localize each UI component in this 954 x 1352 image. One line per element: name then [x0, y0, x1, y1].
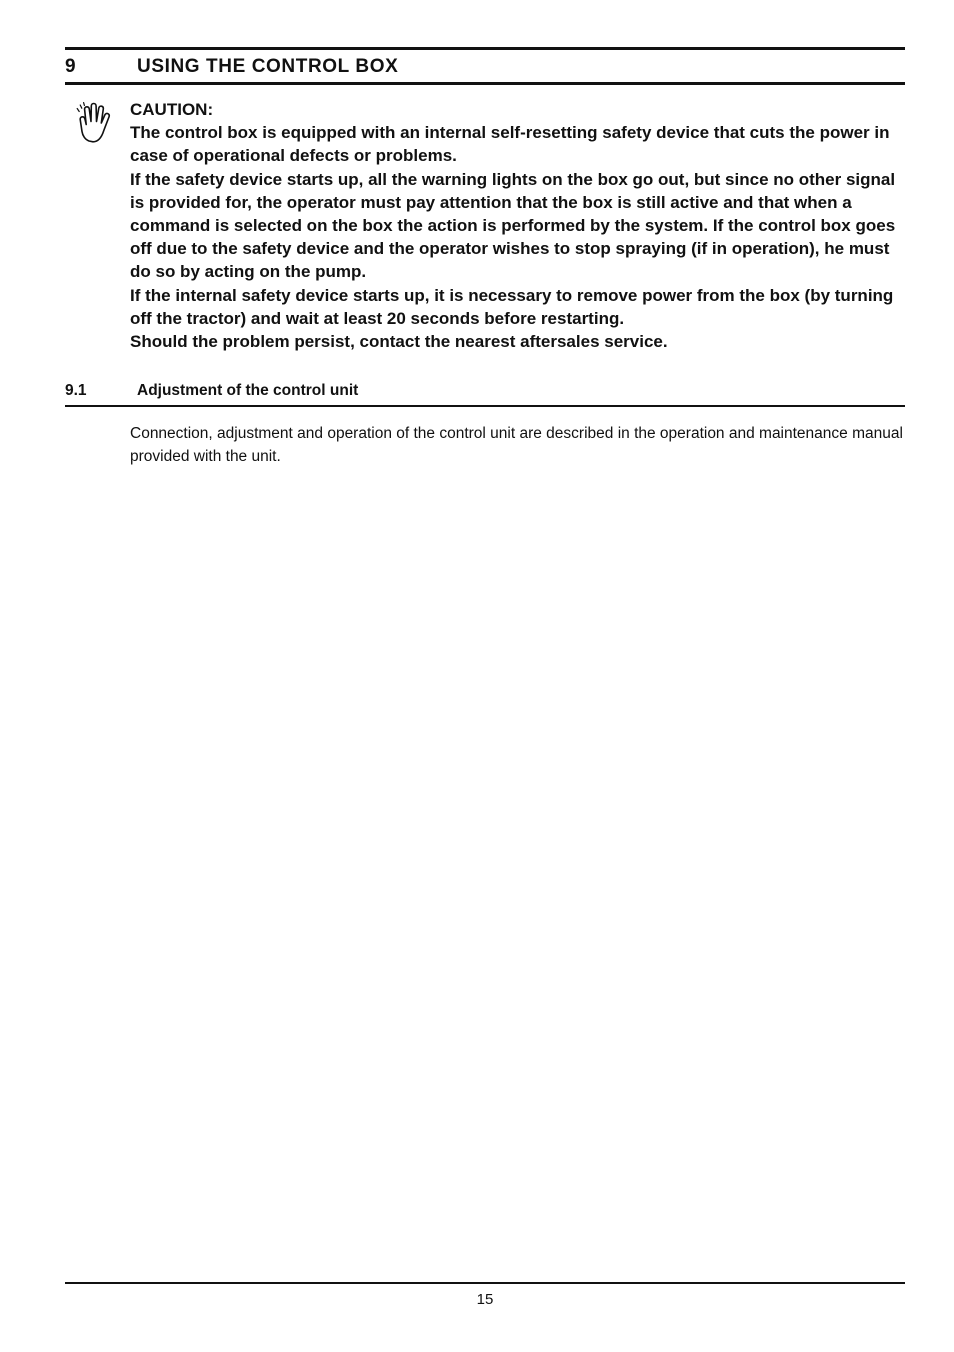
caution-label: CAUTION:: [130, 100, 214, 119]
footer-rule: [65, 1282, 905, 1284]
page-content: [65, 0, 905, 468]
caution-text: [130, 98, 905, 353]
heading-rule: [65, 82, 905, 85]
subsection-number: 9.1: [65, 382, 87, 400]
caution-paragraph-4: Should the problem persist, contact the nearest aftersales service.: [130, 332, 668, 352]
caution-paragraph-1: The control box is equipped with an internal self-resetting safety device that cuts the power in case of operational defects or problems.: [130, 123, 890, 166]
subsection-heading: [65, 382, 905, 400]
section-number: 9: [65, 56, 77, 77]
caution-block: [65, 98, 905, 353]
page-footer: [65, 1282, 905, 1308]
page-number: 15: [476, 1291, 494, 1308]
section-heading: [65, 56, 905, 78]
subsection-rule: [65, 405, 905, 407]
caution-icon-column: [65, 98, 130, 353]
subsection-title: Adjustment of the control unit: [137, 382, 359, 400]
section-title: USING THE CONTROL BOX: [137, 56, 399, 77]
top-rule: [65, 47, 905, 50]
caution-hand-icon: [75, 100, 130, 144]
body-paragraph: Connection, adjustment and operation of the control unit are described in the operation and maintenance manual provided with the unit.: [130, 425, 903, 465]
caution-paragraph-3: If the internal safety device starts up, it is necessary to remove power from the box (by turning off the tractor) and wait at least 20 seconds before restarting.: [130, 285, 894, 328]
caution-paragraph-2: If the safety device starts up, all the warning lights on the box go out, but since no other signal is provided for, the operator must pay attention that the box is still active and that when a command is selected on the box the action is performed by the system. If the control box goes off due to the safety device and the operator wishes to stop spraying (if in operation), he must do so by acting on the pump.: [130, 169, 896, 282]
